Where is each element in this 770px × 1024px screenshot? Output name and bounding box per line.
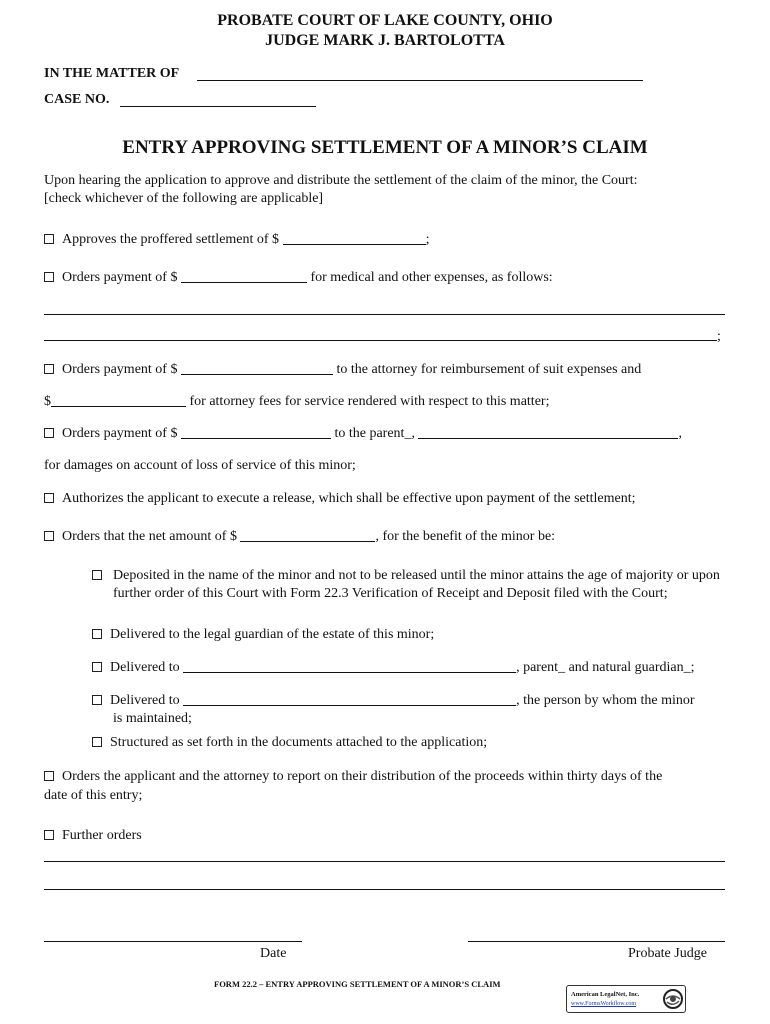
maintained-pre: Delivered to bbox=[110, 693, 180, 708]
approve-row bbox=[44, 232, 429, 248]
net-checkbox[interactable] bbox=[44, 531, 54, 541]
deposit-text: Deposited in the name of the minor and not to be released until the minor attains the age of majority or upon further order of this Court with Form 22.3 Verification of Receipt and Deposit filed with the Court; bbox=[113, 568, 720, 601]
attorney-expense-field[interactable] bbox=[181, 362, 333, 375]
medical-pre: Orders payment of $ bbox=[62, 270, 178, 285]
logo-name: American LegalNet, Inc. bbox=[571, 991, 640, 998]
net-post: , for the benefit of the minor be: bbox=[375, 529, 556, 544]
medical-amount-field[interactable] bbox=[181, 270, 307, 283]
release-checkbox[interactable] bbox=[44, 493, 54, 503]
release-text: Authorizes the applicant to execute a release, which shall be effective upon payment of the settlement; bbox=[62, 491, 636, 506]
net-pre: Orders that the net amount of $ bbox=[62, 529, 237, 544]
report-line-2: date of this entry; bbox=[44, 788, 143, 803]
form-footer: FORM 22.2 – ENTRY APPROVING SETTLEMENT OF A MINOR’S CLAIM bbox=[214, 979, 501, 989]
medical-detail-line-2[interactable] bbox=[44, 340, 717, 341]
further-row bbox=[44, 828, 142, 844]
date-line[interactable] bbox=[44, 941, 302, 942]
approve-text: Approves the proffered settlement of $ bbox=[62, 232, 280, 247]
parent-line-2: for damages on account of loss of service of this minor; bbox=[44, 458, 356, 473]
maintained-line-2: is maintained; bbox=[113, 711, 192, 726]
maintained-row bbox=[92, 693, 695, 709]
maintained-post: , the person by whom the minor bbox=[516, 693, 695, 708]
medical-detail-line-1[interactable] bbox=[44, 314, 725, 315]
attorney-fee-dollar: $ bbox=[44, 394, 51, 409]
attorney-pre: Orders payment of $ bbox=[62, 362, 178, 377]
further-line-2[interactable] bbox=[44, 889, 725, 890]
medical-checkbox[interactable] bbox=[44, 272, 54, 282]
further-line-1[interactable] bbox=[44, 861, 725, 862]
globe-icon bbox=[662, 988, 684, 1010]
attorney-fee-row bbox=[44, 394, 549, 410]
report-line-1: Orders the applicant and the attorney to report on their distribution of the proceeds within thirty days of the bbox=[62, 769, 663, 784]
net-amount-field[interactable] bbox=[240, 529, 375, 542]
attorney-checkbox[interactable] bbox=[44, 364, 54, 374]
date-label: Date bbox=[260, 946, 287, 961]
parent-post: , bbox=[678, 426, 682, 441]
logo-url: www.FormsWorkflow.com bbox=[571, 1001, 637, 1007]
parent-row bbox=[44, 426, 682, 442]
case-number-field[interactable] bbox=[120, 106, 316, 107]
structured-checkbox[interactable] bbox=[92, 737, 102, 747]
structured-row bbox=[92, 735, 487, 751]
release-row bbox=[44, 491, 636, 507]
deposit-checkbox[interactable] bbox=[92, 570, 102, 580]
matter-field[interactable] bbox=[197, 80, 643, 81]
natural-guardian-post: , parent_ and natural guardian_; bbox=[516, 660, 695, 675]
intro-line-2: [check whichever of the following are applicable] bbox=[44, 191, 324, 206]
natural-guardian-row bbox=[92, 660, 695, 676]
attorney-fee-text: for attorney fees for service rendered with respect to this matter; bbox=[189, 394, 550, 409]
report-checkbox[interactable] bbox=[44, 771, 54, 781]
parent-amount-field[interactable] bbox=[181, 426, 331, 439]
further-checkbox[interactable] bbox=[44, 830, 54, 840]
net-row bbox=[44, 529, 555, 545]
maintained-field[interactable] bbox=[183, 693, 516, 706]
judge-label: Probate Judge bbox=[628, 946, 707, 961]
medical-tail: ; bbox=[717, 329, 721, 344]
parent-pre: Orders payment of $ bbox=[62, 426, 178, 441]
judge-signature-line[interactable] bbox=[468, 941, 725, 942]
attorney-row bbox=[44, 362, 641, 378]
attorney-post: to the attorney for reimbursement of suit expenses and bbox=[336, 362, 642, 377]
natural-guardian-checkbox[interactable] bbox=[92, 662, 102, 672]
guardian-estate-checkbox[interactable] bbox=[92, 629, 102, 639]
structured-text: Structured as set forth in the documents attached to the application; bbox=[110, 735, 488, 750]
guardian-estate-text: Delivered to the legal guardian of the estate of this minor; bbox=[110, 627, 435, 642]
matter-label: IN THE MATTER OF bbox=[44, 66, 180, 81]
parent-checkbox[interactable] bbox=[44, 428, 54, 438]
parent-mid: to the parent_, bbox=[334, 426, 415, 441]
natural-guardian-field[interactable] bbox=[183, 660, 516, 673]
maintained-checkbox[interactable] bbox=[92, 695, 102, 705]
further-text: Further orders bbox=[62, 828, 142, 843]
court-name: PROBATE COURT OF LAKE COUNTY, OHIO bbox=[217, 12, 553, 29]
judge-name: JUDGE MARK J. BARTOLOTTA bbox=[265, 32, 505, 49]
form-title: ENTRY APPROVING SETTLEMENT OF A MINOR’S CLAIM bbox=[122, 137, 648, 158]
case-label: CASE NO. bbox=[44, 92, 110, 107]
report-row bbox=[44, 769, 662, 785]
approve-post: ; bbox=[425, 232, 430, 247]
approve-checkbox[interactable] bbox=[44, 234, 54, 244]
natural-guardian-pre: Delivered to bbox=[110, 660, 180, 675]
medical-row bbox=[44, 270, 553, 286]
publisher-logo bbox=[566, 985, 686, 1013]
parent-name-field[interactable] bbox=[418, 426, 678, 439]
intro-line-1: Upon hearing the application to approve and distribute the settlement of the claim of the minor, the Court: bbox=[44, 173, 638, 188]
medical-post: for medical and other expenses, as follows: bbox=[310, 270, 553, 285]
attorney-fee-field[interactable] bbox=[51, 394, 186, 407]
approve-amount-field[interactable] bbox=[283, 232, 426, 245]
guardian-estate-row bbox=[92, 627, 434, 643]
